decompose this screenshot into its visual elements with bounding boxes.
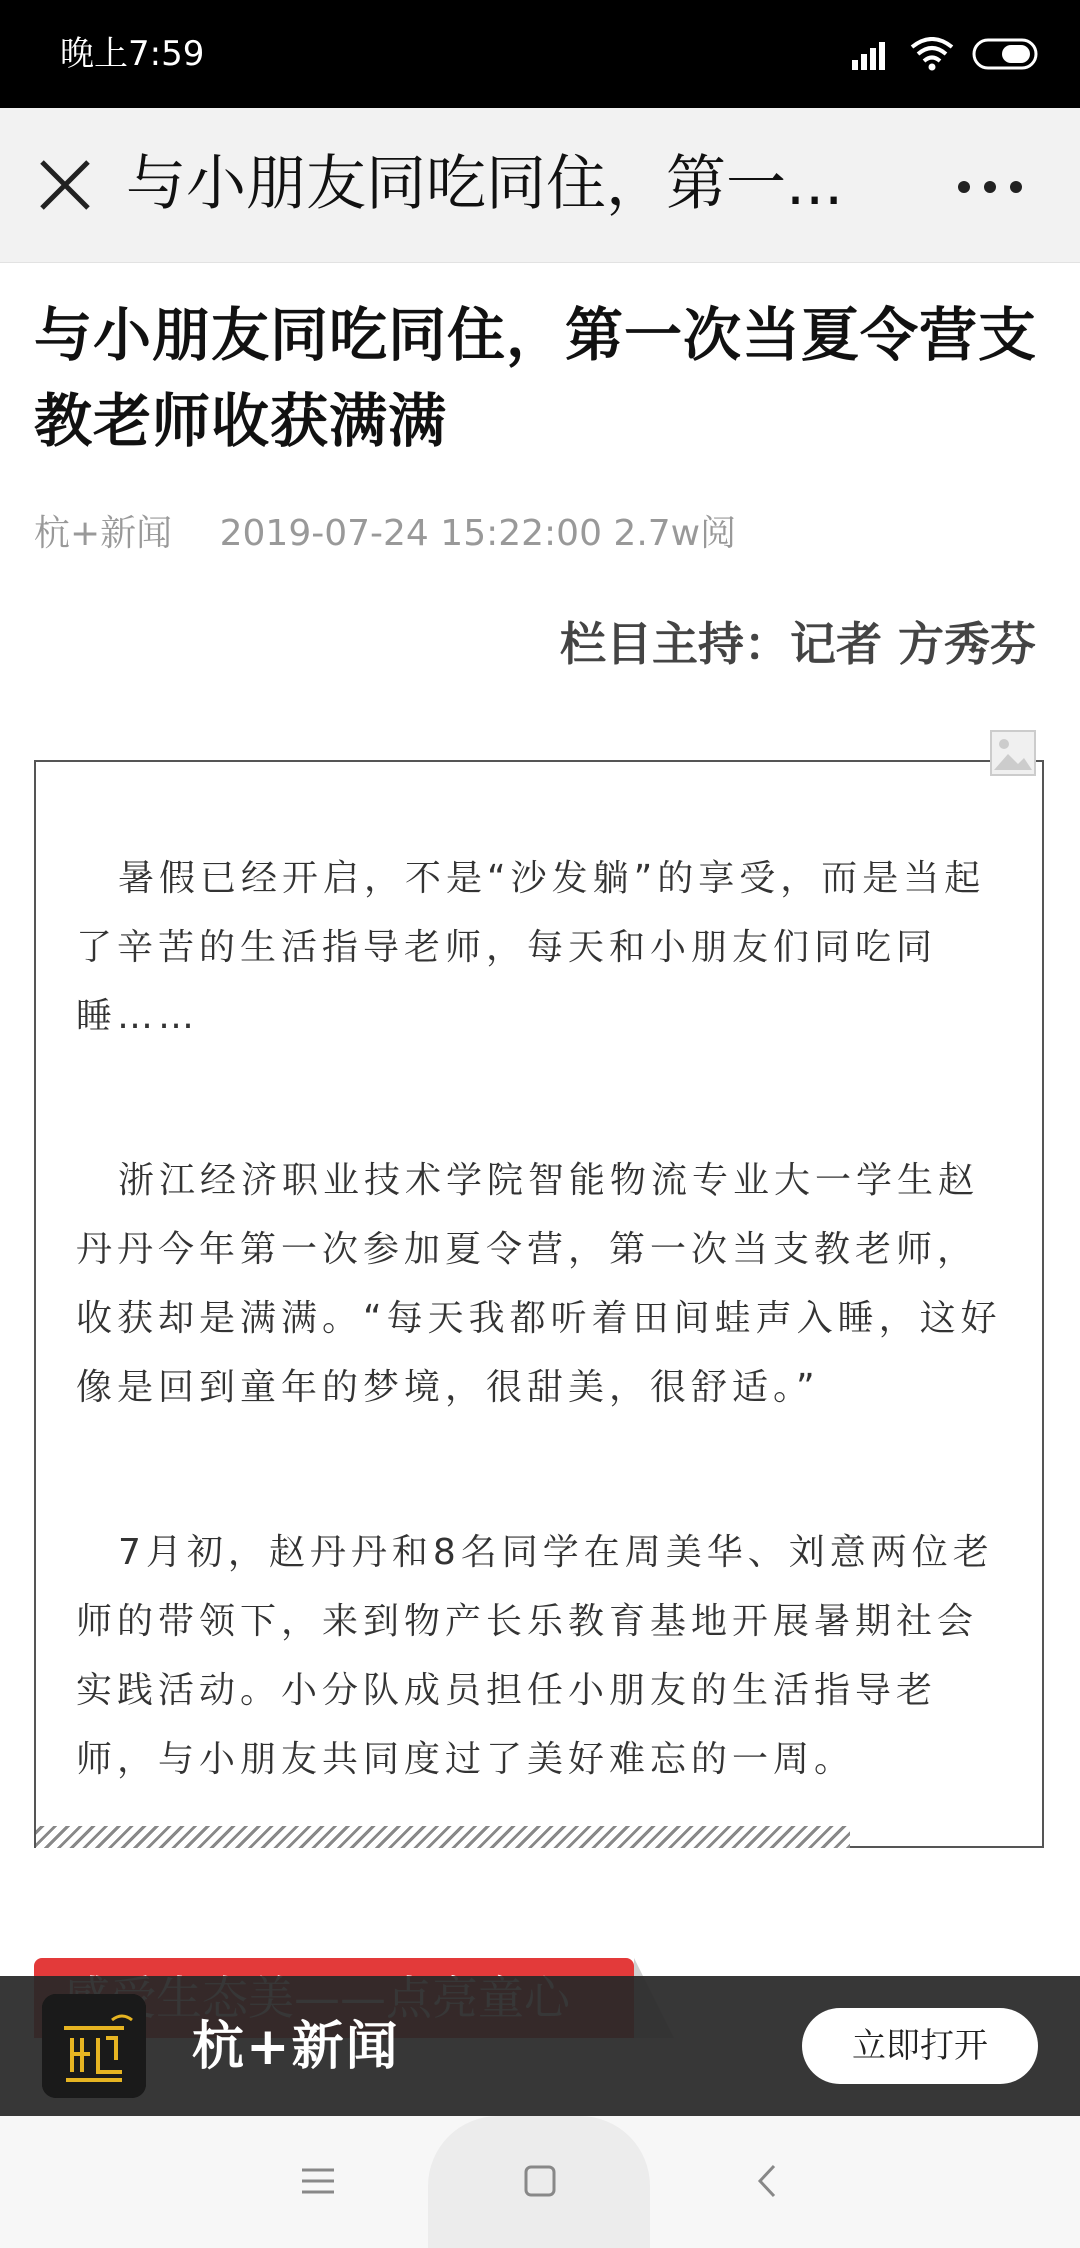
- image-placeholder-icon: [990, 730, 1036, 776]
- home-icon[interactable]: [500, 2146, 580, 2216]
- status-time: 晚上7:59: [60, 34, 205, 74]
- decorative-hatch: [36, 1826, 850, 1848]
- more-icon[interactable]: [940, 152, 1040, 222]
- app-promo-bar[interactable]: [0, 1976, 1080, 2116]
- app-logo-icon: [42, 1994, 146, 2098]
- column-host: 栏目主持：记者 方秀芬: [559, 617, 1036, 671]
- signal-icon: [850, 38, 892, 70]
- nav-title: 与小朋友同吃同住，第一...: [126, 149, 844, 219]
- status-icons: [850, 34, 1040, 74]
- article-title: 与小朋友同吃同住，第一次当夏令营支教老师收获满满: [34, 301, 1038, 455]
- article-paragraph: 浙江经济职业技术学院智能物流专业大一学生赵丹丹今年第一次参加夏令营，第一次当支教老师，收获却是满满。“每天我都听着田间蛙声入睡，这好像是回到童年的梦境，很甜美，很舒适。”: [76, 1160, 1002, 1408]
- back-icon[interactable]: [728, 2146, 808, 2216]
- app-logo: [42, 1994, 146, 2098]
- article-paragraph: 7月初，赵丹丹和8名同学在周美华、刘意两位老师的带领下，来到物产长乐教育基地开展暑期社会实践活动。小分队成员担任小朋友的生活指导老师，与小朋友共同度过了美好难忘的一周。: [76, 1532, 994, 1780]
- article-meta: [34, 506, 1034, 562]
- article-text-box: [34, 760, 1044, 1848]
- close-icon[interactable]: [30, 150, 100, 220]
- article-datetime: 2019-07-24 15:22:00: [219, 513, 602, 554]
- battery-icon: [972, 37, 1040, 71]
- wifi-icon: [910, 37, 954, 71]
- article-reads: 2.7w阅: [613, 513, 737, 554]
- menu-icon[interactable]: [278, 2146, 358, 2216]
- article-source: 杭+新闻: [34, 513, 173, 554]
- status-bar: [0, 0, 1080, 108]
- article-paragraph: 暑假已经开启，不是“沙发躺”的享受，而是当起了辛苦的生活指导老师，每天和小朋友们同吃同睡……: [76, 858, 986, 1037]
- webview-nav-bar: [0, 108, 1080, 263]
- open-app-button[interactable]: 立即打开: [802, 2008, 1038, 2084]
- app-name: 杭+新闻: [192, 2017, 400, 2077]
